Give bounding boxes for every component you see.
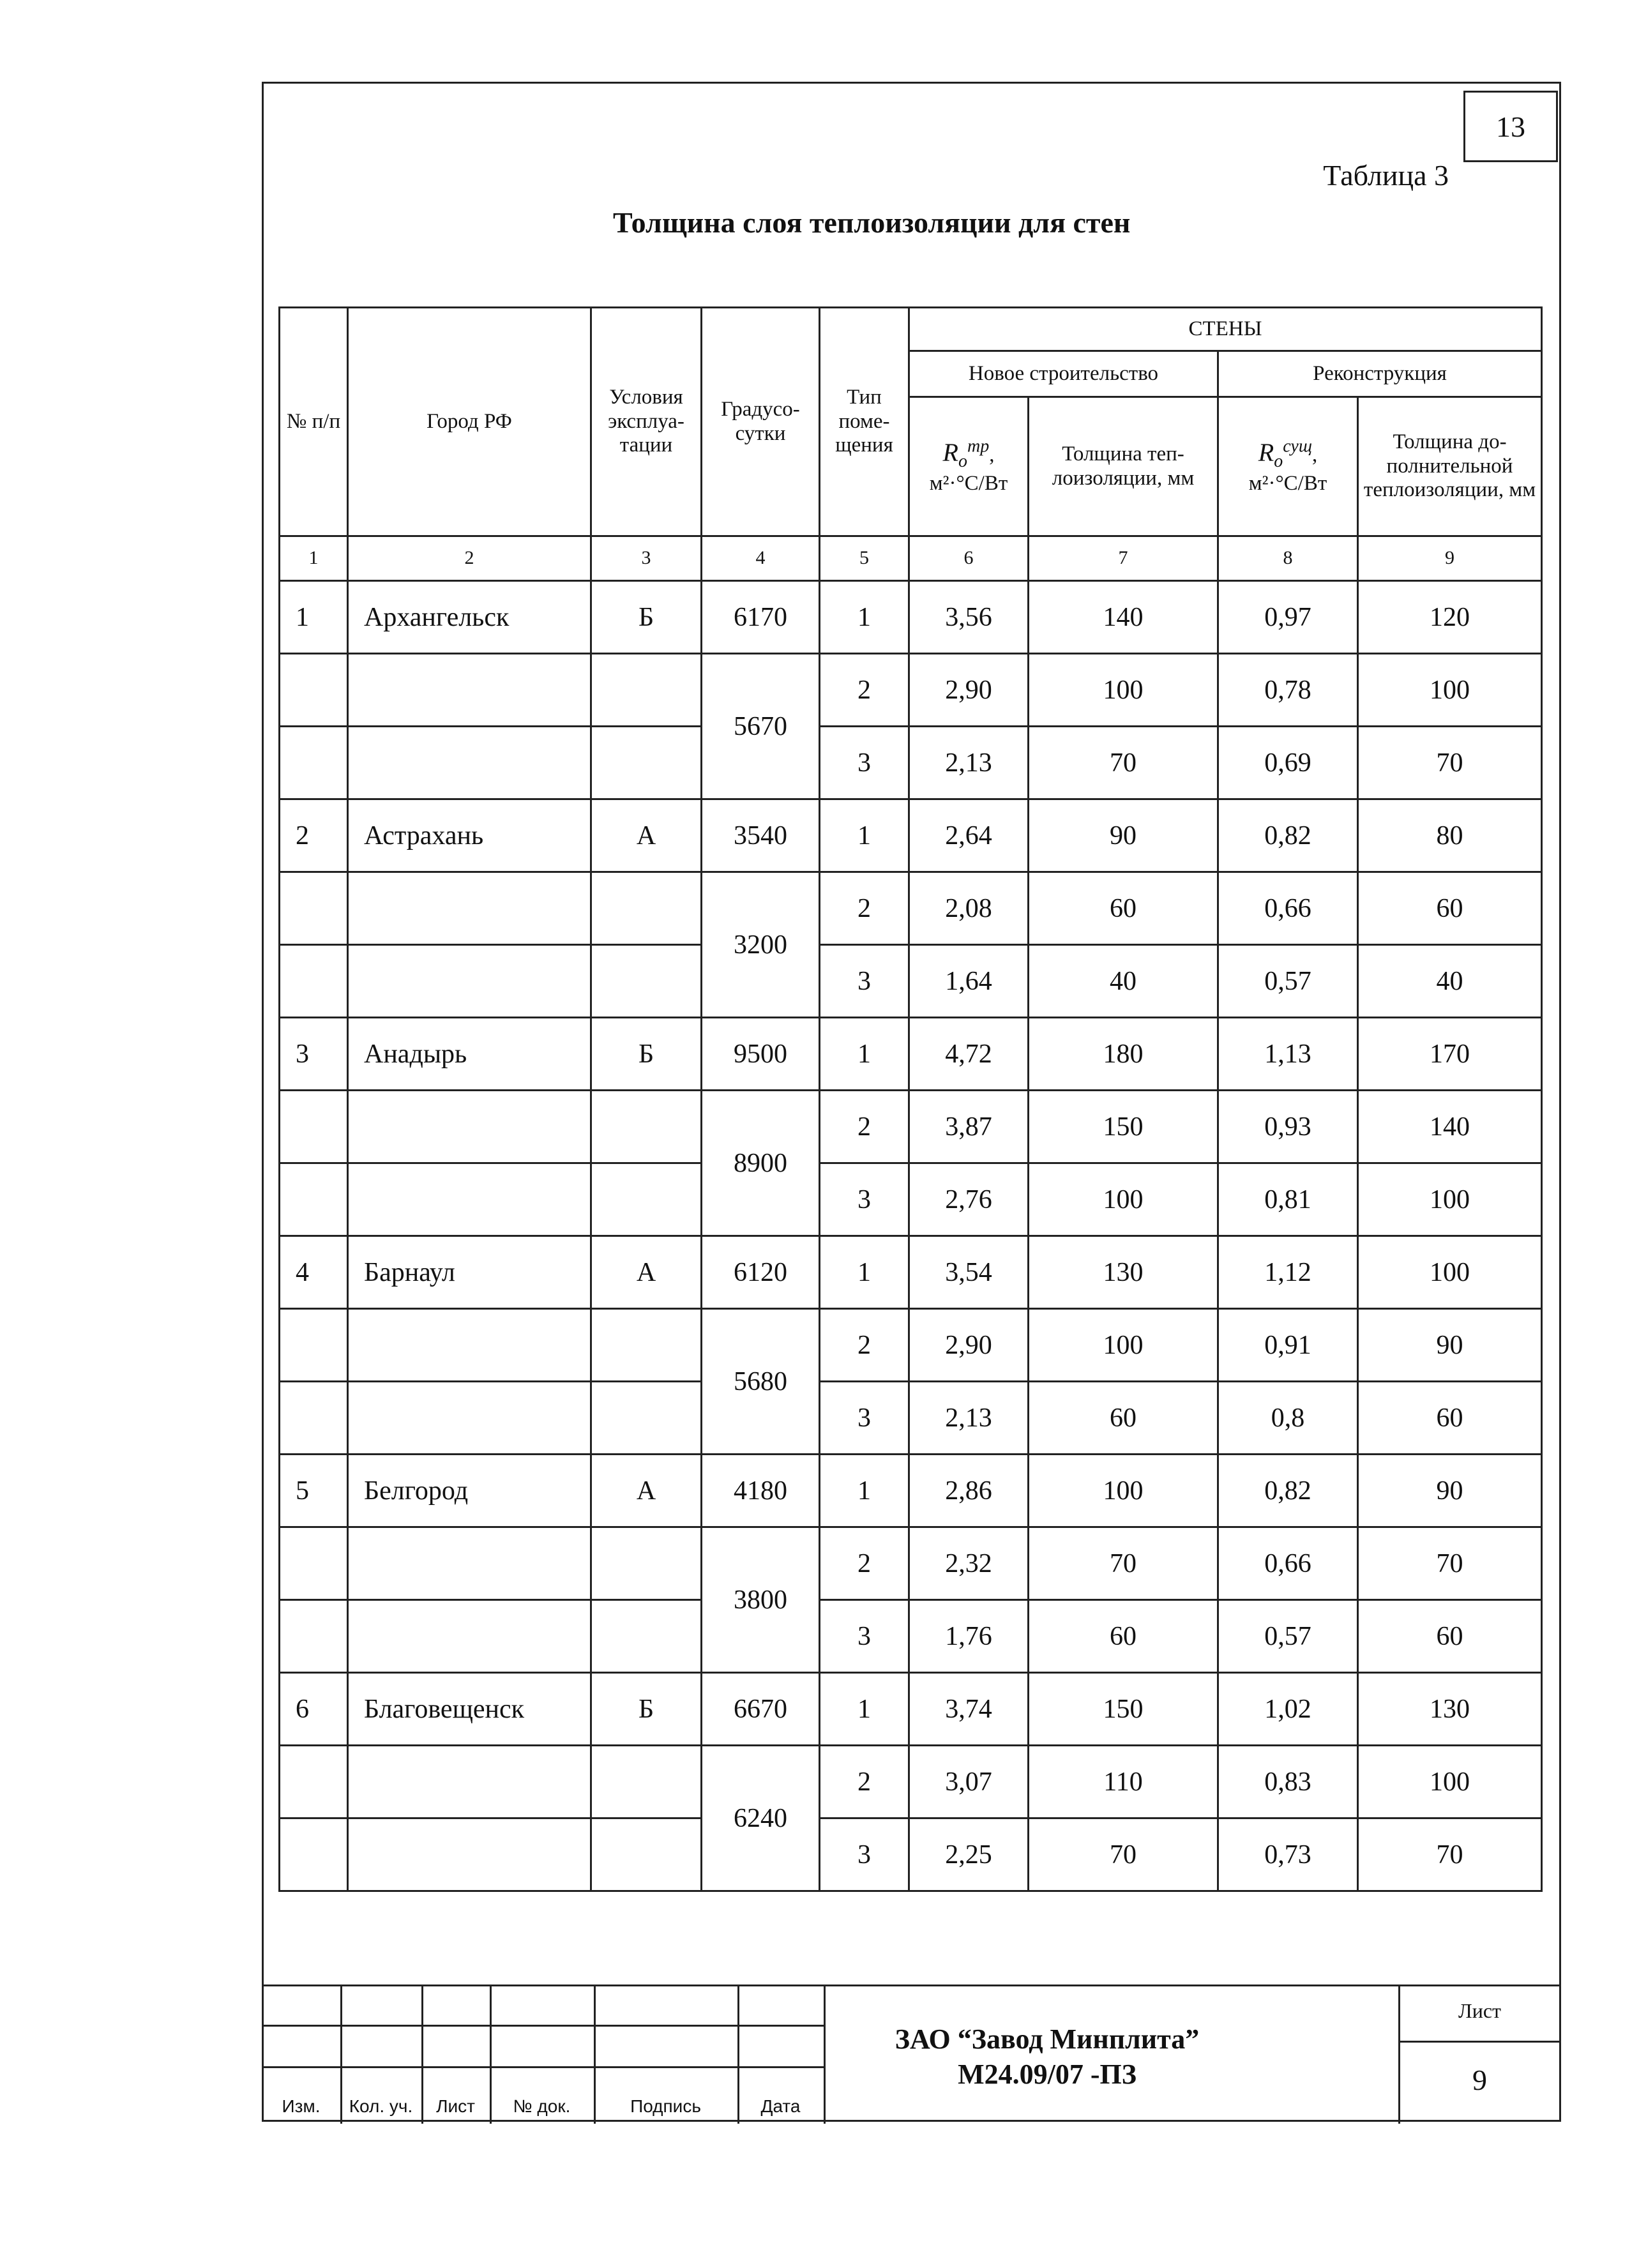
table-row bbox=[280, 1600, 1542, 1673]
table-cell: 1,64 bbox=[909, 945, 1029, 1018]
table-row bbox=[280, 1746, 1542, 1818]
table-cell: 2 bbox=[280, 799, 348, 872]
r-required-units: м²·°С/Вт bbox=[929, 472, 1008, 495]
header-extra-insulation: Толщина до-полнительной теплоизоляции, мм bbox=[1358, 397, 1542, 536]
table-cell: 1,12 bbox=[1218, 1236, 1358, 1309]
table-row bbox=[280, 654, 1542, 727]
table-cell bbox=[348, 1309, 591, 1382]
column-number: 5 bbox=[820, 536, 909, 581]
table-row bbox=[280, 1382, 1542, 1455]
table-cell: 90 bbox=[1358, 1309, 1542, 1382]
table-cell bbox=[348, 654, 591, 727]
table-cell: 1 bbox=[820, 1236, 909, 1309]
table-cell: Б bbox=[591, 1673, 702, 1746]
table-cell: 6 bbox=[280, 1673, 348, 1746]
table-cell: 2,90 bbox=[909, 1309, 1029, 1382]
table-cell: 0,78 bbox=[1218, 654, 1358, 727]
table-cell bbox=[280, 1527, 348, 1600]
company-block bbox=[824, 2022, 1271, 2092]
table-cell: 0,57 bbox=[1218, 945, 1358, 1018]
column-number: 6 bbox=[909, 536, 1029, 581]
table-cell bbox=[591, 1527, 702, 1600]
table-cell: 6120 bbox=[702, 1236, 820, 1309]
table-row bbox=[280, 727, 1542, 799]
table-row bbox=[280, 581, 1542, 654]
sheet-label: Лист bbox=[1458, 1999, 1501, 2022]
label-signature: Подпись bbox=[630, 2096, 701, 2116]
table-cell: 80 bbox=[1358, 799, 1542, 872]
label-change: Изм. bbox=[282, 2096, 321, 2116]
table-cell: 2,13 bbox=[909, 1382, 1029, 1455]
table-cell bbox=[591, 1382, 702, 1455]
table-cell: 40 bbox=[1029, 945, 1218, 1018]
table-title: Толщина слоя теплоизоляции для стен bbox=[613, 206, 1131, 239]
header-insulation-thickness: Толщина теп-лоизоляции, мм bbox=[1029, 397, 1218, 536]
table-cell: 100 bbox=[1029, 654, 1218, 727]
table-cell: 2,32 bbox=[909, 1527, 1029, 1600]
table-cell: 2,90 bbox=[909, 654, 1029, 727]
table-cell: 1 bbox=[820, 1673, 909, 1746]
table-cell bbox=[280, 872, 348, 945]
table-row bbox=[280, 1309, 1542, 1382]
document-code: М24.09/07 -ПЗ bbox=[958, 2059, 1137, 2090]
r-required-symbol: $R_o^{тр}$ bbox=[942, 436, 990, 472]
table-row bbox=[280, 1163, 1542, 1236]
table-cell: 170 bbox=[1358, 1018, 1542, 1091]
table-cell: А bbox=[591, 1236, 702, 1309]
table-cell: 0,66 bbox=[1218, 872, 1358, 945]
table-cell: 140 bbox=[1029, 581, 1218, 654]
table-cell: Б bbox=[591, 581, 702, 654]
table-cell: Архангельск bbox=[348, 581, 591, 654]
table-cell: 0,81 bbox=[1218, 1163, 1358, 1236]
column-number: 9 bbox=[1358, 536, 1542, 581]
table-cell bbox=[348, 1746, 591, 1818]
table-cell bbox=[591, 1091, 702, 1163]
label-date: Дата bbox=[760, 2096, 801, 2116]
table-cell: Астрахань bbox=[348, 799, 591, 872]
table-cell bbox=[348, 1818, 591, 1891]
table-cell: 100 bbox=[1358, 1746, 1542, 1818]
table-cell bbox=[591, 1818, 702, 1891]
table-cell: 1,13 bbox=[1218, 1018, 1358, 1091]
table-cell bbox=[280, 945, 348, 1018]
table-header bbox=[280, 308, 1542, 581]
table-cell: 0,82 bbox=[1218, 1455, 1358, 1527]
header-degree-days: Градусо-сутки bbox=[702, 308, 820, 536]
table-cell: 4180 bbox=[702, 1455, 820, 1527]
sheet-number: 9 bbox=[1472, 2064, 1487, 2096]
header-walls: СТЕНЫ bbox=[909, 308, 1542, 351]
table-cell: 60 bbox=[1358, 1600, 1542, 1673]
table-cell: 5 bbox=[280, 1455, 348, 1527]
table-cell: Б bbox=[591, 1018, 702, 1091]
table-row bbox=[280, 872, 1542, 945]
table-cell: 2,86 bbox=[909, 1455, 1029, 1527]
table-cell: 100 bbox=[1358, 1163, 1542, 1236]
table-cell: 3800 bbox=[702, 1527, 820, 1673]
table-cell: 1 bbox=[820, 1455, 909, 1527]
column-number: 8 bbox=[1218, 536, 1358, 581]
table-cell bbox=[280, 654, 348, 727]
table-cell bbox=[348, 1527, 591, 1600]
header-num: № п/п bbox=[280, 308, 348, 536]
table-cell: 2 bbox=[820, 1746, 909, 1818]
table-cell: 3 bbox=[820, 945, 909, 1018]
r-existing-symbol: $R_o^{сущ}$ bbox=[1258, 436, 1312, 472]
table-row bbox=[280, 1091, 1542, 1163]
table-cell: 140 bbox=[1358, 1091, 1542, 1163]
table-row bbox=[280, 945, 1542, 1018]
table-cell: 0,8 bbox=[1218, 1382, 1358, 1455]
table-cell: Анадырь bbox=[348, 1018, 591, 1091]
table-cell: 100 bbox=[1029, 1309, 1218, 1382]
table-cell: 2,76 bbox=[909, 1163, 1029, 1236]
table-cell: 0,66 bbox=[1218, 1527, 1358, 1600]
header-conditions: Условия эксплуа-тации bbox=[591, 308, 702, 536]
table-row bbox=[280, 1818, 1542, 1891]
table-cell: 70 bbox=[1358, 727, 1542, 799]
table-cell bbox=[591, 1309, 702, 1382]
label-count: Кол. уч. bbox=[349, 2096, 413, 2116]
table-cell: 6670 bbox=[702, 1673, 820, 1746]
table-cell bbox=[591, 872, 702, 945]
table-cell: 0,97 bbox=[1218, 581, 1358, 654]
table-cell bbox=[280, 1818, 348, 1891]
table-cell: 8900 bbox=[702, 1091, 820, 1236]
table-cell: 3,56 bbox=[909, 581, 1029, 654]
table-cell: 40 bbox=[1358, 945, 1542, 1018]
header-city: Город РФ bbox=[348, 308, 591, 536]
table-cell: 3 bbox=[820, 1600, 909, 1673]
table-cell bbox=[591, 1163, 702, 1236]
table-cell bbox=[348, 727, 591, 799]
table-cell: 9500 bbox=[702, 1018, 820, 1091]
table-cell bbox=[348, 1382, 591, 1455]
table-cell: 60 bbox=[1358, 872, 1542, 945]
table-cell: 70 bbox=[1358, 1527, 1542, 1600]
page-number-box bbox=[1463, 91, 1558, 162]
page-number: 13 bbox=[1496, 110, 1525, 143]
table-cell bbox=[280, 727, 348, 799]
table-cell: Барнаул bbox=[348, 1236, 591, 1309]
table-cell: Благовещенск bbox=[348, 1673, 591, 1746]
table-cell bbox=[280, 1091, 348, 1163]
table-cell bbox=[591, 654, 702, 727]
table-row bbox=[280, 799, 1542, 872]
label-doc-no: № док. bbox=[513, 2096, 571, 2116]
r-existing-units: м²·°С/Вт bbox=[1248, 472, 1327, 495]
table-cell bbox=[591, 945, 702, 1018]
column-numbers-row bbox=[280, 536, 1542, 581]
table-cell bbox=[280, 1746, 348, 1818]
table-cell: 1 bbox=[820, 1018, 909, 1091]
header-r-required: $R_o^{тр}$, м²·°С/Вт bbox=[909, 397, 1029, 536]
header-reconstruction: Реконструкция bbox=[1218, 351, 1542, 397]
table-cell: 1 bbox=[280, 581, 348, 654]
table-cell: 90 bbox=[1358, 1455, 1542, 1527]
table-cell: 0,73 bbox=[1218, 1818, 1358, 1891]
table-cell: 0,69 bbox=[1218, 727, 1358, 799]
table-cell: 2 bbox=[820, 654, 909, 727]
table-cell: 4 bbox=[280, 1236, 348, 1309]
table-cell: 3,74 bbox=[909, 1673, 1029, 1746]
header-room-type: Тип поме-щения bbox=[820, 308, 909, 536]
table-cell bbox=[348, 1600, 591, 1673]
table-cell: 4,72 bbox=[909, 1018, 1029, 1091]
table-cell: 60 bbox=[1029, 872, 1218, 945]
table-cell: 60 bbox=[1029, 1382, 1218, 1455]
table-cell: 0,93 bbox=[1218, 1091, 1358, 1163]
table-cell: 3 bbox=[820, 1163, 909, 1236]
table-cell bbox=[280, 1163, 348, 1236]
table-cell: А bbox=[591, 1455, 702, 1527]
column-number: 2 bbox=[348, 536, 591, 581]
table-cell: 150 bbox=[1029, 1091, 1218, 1163]
table-cell: 90 bbox=[1029, 799, 1218, 872]
table-cell: 100 bbox=[1029, 1455, 1218, 1527]
table-cell: 3 bbox=[820, 1818, 909, 1891]
table-cell bbox=[348, 1163, 591, 1236]
table-cell: 2 bbox=[820, 1309, 909, 1382]
table-cell: 70 bbox=[1029, 1527, 1218, 1600]
table-cell: 3 bbox=[280, 1018, 348, 1091]
table-body bbox=[280, 581, 1542, 1891]
table-cell: 60 bbox=[1358, 1382, 1542, 1455]
table-label: Таблица 3 bbox=[1323, 159, 1449, 192]
table-cell: 180 bbox=[1029, 1018, 1218, 1091]
table-cell bbox=[591, 1600, 702, 1673]
table-cell: 3200 bbox=[702, 872, 820, 1018]
table-cell bbox=[591, 727, 702, 799]
column-number: 4 bbox=[702, 536, 820, 581]
header-new-construction: Новое строительство bbox=[909, 351, 1218, 397]
table-cell: 3,87 bbox=[909, 1091, 1029, 1163]
table-cell: 0,91 bbox=[1218, 1309, 1358, 1382]
table-cell bbox=[348, 945, 591, 1018]
table-cell: 2 bbox=[820, 1091, 909, 1163]
header-r-existing: $R_o^{сущ}$, м²·°С/Вт bbox=[1218, 397, 1358, 536]
table-cell bbox=[280, 1600, 348, 1673]
table-cell: 70 bbox=[1358, 1818, 1542, 1891]
table-cell: 0,82 bbox=[1218, 799, 1358, 872]
table-cell: 0,83 bbox=[1218, 1746, 1358, 1818]
table-cell: 1,76 bbox=[909, 1600, 1029, 1673]
table-cell: 70 bbox=[1029, 727, 1218, 799]
table-cell: 5670 bbox=[702, 654, 820, 799]
table-cell: А bbox=[591, 799, 702, 872]
table-cell: 3 bbox=[820, 727, 909, 799]
table-cell: 100 bbox=[1029, 1163, 1218, 1236]
table-cell: 3540 bbox=[702, 799, 820, 872]
table-row bbox=[280, 1455, 1542, 1527]
table-cell: 6170 bbox=[702, 581, 820, 654]
table-cell: 120 bbox=[1358, 581, 1542, 654]
title-block bbox=[262, 1984, 1561, 2124]
table-cell: 2,64 bbox=[909, 799, 1029, 872]
table-row bbox=[280, 1527, 1542, 1600]
table-cell: 1,02 bbox=[1218, 1673, 1358, 1746]
table-cell: 60 bbox=[1029, 1600, 1218, 1673]
table-cell: Белгород bbox=[348, 1455, 591, 1527]
table-cell bbox=[591, 1746, 702, 1818]
column-number: 1 bbox=[280, 536, 348, 581]
insulation-table bbox=[278, 306, 1543, 1892]
table-cell: 130 bbox=[1358, 1673, 1542, 1746]
table-cell: 3,54 bbox=[909, 1236, 1029, 1309]
table-cell: 2,13 bbox=[909, 727, 1029, 799]
table-cell: 150 bbox=[1029, 1673, 1218, 1746]
table-cell: 2 bbox=[820, 872, 909, 945]
table-cell: 0,57 bbox=[1218, 1600, 1358, 1673]
table-cell: 100 bbox=[1358, 654, 1542, 727]
table-cell: 3,07 bbox=[909, 1746, 1029, 1818]
table-row bbox=[280, 1673, 1542, 1746]
column-number: 7 bbox=[1029, 536, 1218, 581]
company-name: ЗАО “Завод Минплита” bbox=[895, 2023, 1200, 2055]
table-cell: 5680 bbox=[702, 1309, 820, 1455]
table-cell bbox=[280, 1309, 348, 1382]
table-cell bbox=[348, 1091, 591, 1163]
table-cell: 100 bbox=[1358, 1236, 1542, 1309]
table-cell: 1 bbox=[820, 581, 909, 654]
table-cell: 6240 bbox=[702, 1746, 820, 1891]
column-number: 3 bbox=[591, 536, 702, 581]
table-row bbox=[280, 1018, 1542, 1091]
table-cell: 2,25 bbox=[909, 1818, 1029, 1891]
table-cell: 3 bbox=[820, 1382, 909, 1455]
table-cell bbox=[348, 872, 591, 945]
table-cell: 1 bbox=[820, 799, 909, 872]
table-cell: 130 bbox=[1029, 1236, 1218, 1309]
table-cell: 2 bbox=[820, 1527, 909, 1600]
table-row bbox=[280, 1236, 1542, 1309]
table-cell: 70 bbox=[1029, 1818, 1218, 1891]
label-sheet: Лист bbox=[436, 2096, 475, 2116]
table-cell: 2,08 bbox=[909, 872, 1029, 945]
table-cell bbox=[280, 1382, 348, 1455]
table-cell: 110 bbox=[1029, 1746, 1218, 1818]
